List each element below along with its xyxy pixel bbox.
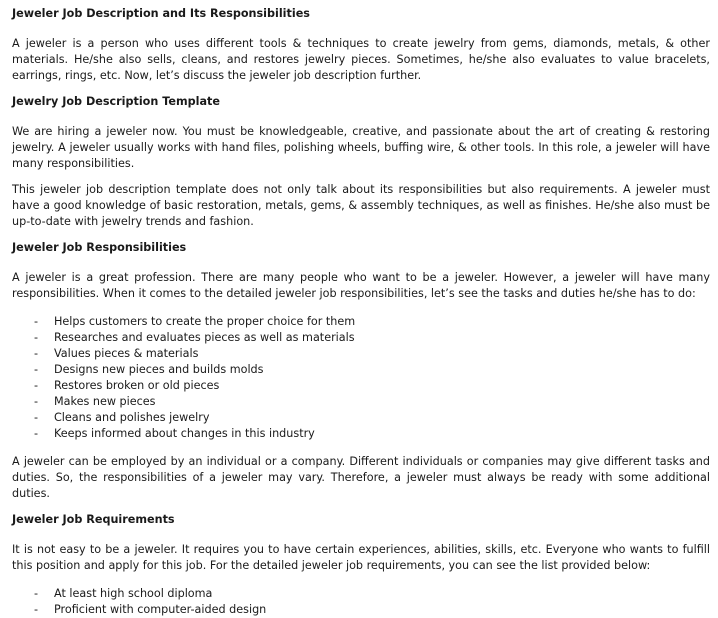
section-heading-responsibilities: Jeweler Job Responsibilities <box>12 241 187 254</box>
list-item <box>12 330 710 346</box>
list-item <box>12 362 710 378</box>
requirements-list <box>12 586 710 618</box>
list-item <box>12 586 710 602</box>
bullet-dash: - <box>34 363 39 376</box>
list-item <box>12 394 710 410</box>
bullet-dash: - <box>34 411 39 424</box>
bullet-dash: - <box>34 587 39 600</box>
list-item <box>12 426 710 442</box>
list-item <box>12 410 710 426</box>
list-item-text: Values pieces & materials <box>54 347 199 360</box>
bullet-dash: - <box>34 427 39 440</box>
section-heading-requirements: Jeweler Job Requirements <box>12 513 175 526</box>
paragraph-template-scope: This jeweler job description template does not only talk about its responsibilities but also requirements. A jeweler must have a good knowledge of basic restoration, metals, gems, & assembly techniques, as well as finishes. He/she also must be up-to-date with jewelry trends and fashion. <box>12 183 710 228</box>
section-heading-description: Jeweler Job Description and Its Responsibilities <box>12 7 310 20</box>
list-item <box>12 378 710 394</box>
paragraph-hiring: We are hiring a jeweler now. You must be knowledgeable, creative, and passionate about the art of creating & restoring jewelry. A jeweler usually works with hand files, polishing wheels, buffing wire, & other tools. In this role, a jeweler will have many responsibilities. <box>12 125 710 170</box>
list-item <box>12 346 710 362</box>
list-item-text: Designs new pieces and builds molds <box>54 363 264 376</box>
document-body <box>12 6 710 618</box>
list-item <box>12 602 710 618</box>
list-item <box>12 314 710 330</box>
paragraph-responsibilities-outro: A jeweler can be employed by an individual or a company. Different individuals or companies may give different tasks and duties. So, the responsibilities of a jeweler may vary. Therefore, a jeweler must always be ready with some additional duties. <box>12 455 710 500</box>
paragraph-jeweler-intro: A jeweler is a person who uses different tools & techniques to create jewelry from gems, diamonds, metals, & other materials. He/she also sells, cleans, and restores jewelry pieces. Sometimes, he/she also evaluates to value bracelets, earrings, rings, etc. Now, let’s discuss the jeweler job description further. <box>12 37 710 82</box>
list-item-text: Proficient with computer-aided design <box>54 603 267 616</box>
list-item-text: At least high school diploma <box>54 587 213 600</box>
bullet-dash: - <box>34 395 39 408</box>
bullet-dash: - <box>34 315 39 328</box>
list-item-text: Cleans and polishes jewelry <box>54 411 210 424</box>
paragraph-responsibilities-intro: A jeweler is a great profession. There are many people who want to be a jeweler. However, a jeweler will have many responsibilities. When it comes to the detailed jeweler job responsibilities, let’s see the tasks and duties he/she has to do: <box>12 271 710 300</box>
list-item-text: Restores broken or old pieces <box>54 379 220 392</box>
bullet-dash: - <box>34 331 39 344</box>
bullet-dash: - <box>34 379 39 392</box>
list-item-text: Researches and evaluates pieces as well as materials <box>54 331 355 344</box>
list-item-text: Helps customers to create the proper choice for them <box>54 315 356 328</box>
paragraph-requirements-intro: It is not easy to be a jeweler. It requires you to have certain experiences, abilities, skills, etc. Everyone who wants to fulfill this position and apply for this job. For the detailed jeweler job requirements, you can see the list provided below: <box>12 543 710 572</box>
bullet-dash: - <box>34 603 39 616</box>
bullet-dash: - <box>34 347 39 360</box>
section-heading-template: Jewelry Job Description Template <box>12 95 220 108</box>
list-item-text: Keeps informed about changes in this industry <box>54 427 315 440</box>
list-item-text: Makes new pieces <box>54 395 156 408</box>
responsibilities-list <box>12 314 710 442</box>
